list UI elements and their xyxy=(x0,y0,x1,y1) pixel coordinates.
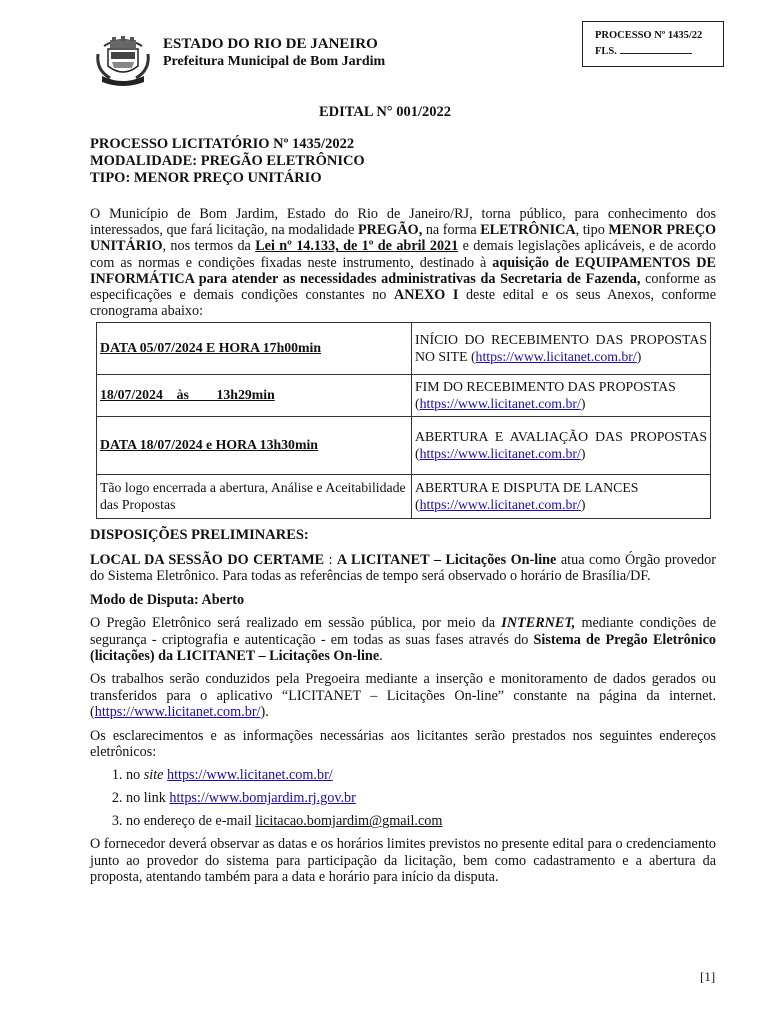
table-row xyxy=(97,323,711,375)
process-number: PROCESSO Nº 1435/22 xyxy=(595,30,703,41)
intro-paragraph: O Município de Bom Jardim, Estado do Rio de Janeiro/RJ, torna público, para conhecimento dos interessados, que fará licitação, na modalidade PREGÃO, na forma ELETRÔNICA, tipo MENOR PREÇO UNITÁRIO, nos termos da Lei nº 14.133, de 1º de abril 2021 e demais legislações aplicáveis, e de acordo com as normas e condições fixadas neste instrumento, destinado à aquisição de EQUIPAMENTOS DE INFORMÁTICA para atender as necessidades administrativas da Secretaria de Fazenda, conforme as especificações e demais condições constantes no ANEXO I deste edital e os seus Anexos, conforme cronograma abaixo: xyxy=(90,206,717,320)
table-row xyxy=(97,375,711,417)
esclarecimentos-paragraph: Os esclarecimentos e as informações necessárias aos licitantes serão prestados nos seguintes endereços eletrônicos: xyxy=(90,727,716,761)
schedule-event-cell: FIM DO RECEBIMENTO DAS PROPOSTAS (https://www.licitanet.com.br/) xyxy=(412,375,711,417)
licitanet-link[interactable]: https://www.licitanet.com.br/ xyxy=(166,767,333,784)
process-meta xyxy=(90,136,365,187)
coat-of-arms-icon xyxy=(94,32,152,86)
licitanet-link[interactable]: https://www.licitanet.com.br/ xyxy=(475,348,637,364)
bomjardim-link[interactable]: https://www.bomjardim.rj.gov.br xyxy=(169,790,356,807)
header-state: ESTADO DO RIO DE JANEIRO xyxy=(163,36,378,52)
modo-disputa: Modo de Disputa: Aberto xyxy=(90,591,245,608)
contact-list xyxy=(90,767,716,829)
meta-tipo: TIPO: MENOR PREÇO UNITÁRIO xyxy=(90,170,322,186)
meta-modalidade: MODALIDADE: PREGÃO ELETRÔNICO xyxy=(90,153,365,169)
list-item: 1. no site https://www.licitanet.com.br/ xyxy=(126,767,716,783)
fls-line: FLS. xyxy=(595,43,723,59)
schedule-date-cell: DATA 05/07/2024 E HORA 17h00min xyxy=(97,323,412,375)
page-number: [1] xyxy=(700,969,716,984)
process-stamp-box xyxy=(582,21,724,67)
section-title: DISPOSIÇÕES PRELIMINARES: xyxy=(90,527,309,543)
trabalhos-paragraph: Os trabalhos serão conduzidos pela Pregoeira mediante a inserção e monitoramento de dados gerados ou transferidos para o aplicativo “LICITANET – Licitações On-line” constante na página da internet. (https://www.licitanet.com.br/). xyxy=(90,671,716,721)
list-item: 3. no endereço de e-mail licitacao.bomjardim@gmail.com xyxy=(126,813,716,829)
licitanet-link[interactable]: https://www.licitanet.com.br/ xyxy=(419,496,581,512)
list-item: 2. no link https://www.bomjardim.rj.gov.br xyxy=(126,790,716,806)
schedule-date-cell: Tão logo encerrada a abertura, Análise e Aceitabilidade das Propostas xyxy=(97,475,412,519)
schedule-date-cell: 18/07/2024 às 13h29min xyxy=(97,375,412,417)
local-paragraph: LOCAL DA SESSÃO DO CERTAME : A LICITANET – Licitações On-line atua como Órgão provedor do Sistema Eletrônico. Para todas as referências de tempo será observado o horário de Brasília/DF. xyxy=(90,552,716,585)
licitanet-link[interactable]: https://www.licitanet.com.br/ xyxy=(419,395,581,411)
schedule-date-cell: DATA 18/07/2024 e HORA 13h30min xyxy=(97,417,412,475)
pregao-paragraph: O Pregão Eletrônico será realizado em sessão pública, por meio da INTERNET, mediante condições de segurança - criptografia e autenticação - em todas as suas fases através do Sistema de Pregão Eletrônico (licitações) da LICITANET – Licitações On-line. xyxy=(90,615,716,665)
edital-title: EDITAL N° 001/2022 xyxy=(318,104,452,120)
table-row xyxy=(97,475,711,519)
licitanet-link[interactable]: https://www.licitanet.com.br/ xyxy=(94,704,261,721)
schedule-event-cell: ABERTURA E DISPUTA DE LANCES (https://www.licitanet.com.br/) xyxy=(412,475,711,519)
document-body xyxy=(90,552,716,893)
table-row xyxy=(97,417,711,475)
schedule-table xyxy=(96,322,711,519)
email-link[interactable]: licitacao.bomjardim@gmail.com xyxy=(255,813,443,830)
fornecedor-paragraph: O fornecedor deverá observar as datas e os horários limites previstos no presente edital para o credenciamento junto ao provedor do sistema para participação da licitação, bem como cadastramento e a abertura da proposta, atentando também para a data e horário para início da disputa. xyxy=(90,836,716,886)
licitanet-link[interactable]: https://www.licitanet.com.br/ xyxy=(419,445,581,461)
schedule-event-cell: INÍCIO DO RECEBIMENTO DAS PROPOSTAS NO SITE (https://www.licitanet.com.br/) xyxy=(412,323,711,375)
meta-processo: PROCESSO LICITATÓRIO Nº 1435/2022 xyxy=(90,136,355,152)
schedule-event-cell: ABERTURA E AVALIAÇÃO DAS PROPOSTAS (https://www.licitanet.com.br/) xyxy=(412,417,711,475)
header-prefeitura: Prefeitura Municipal de Bom Jardim xyxy=(163,54,386,69)
